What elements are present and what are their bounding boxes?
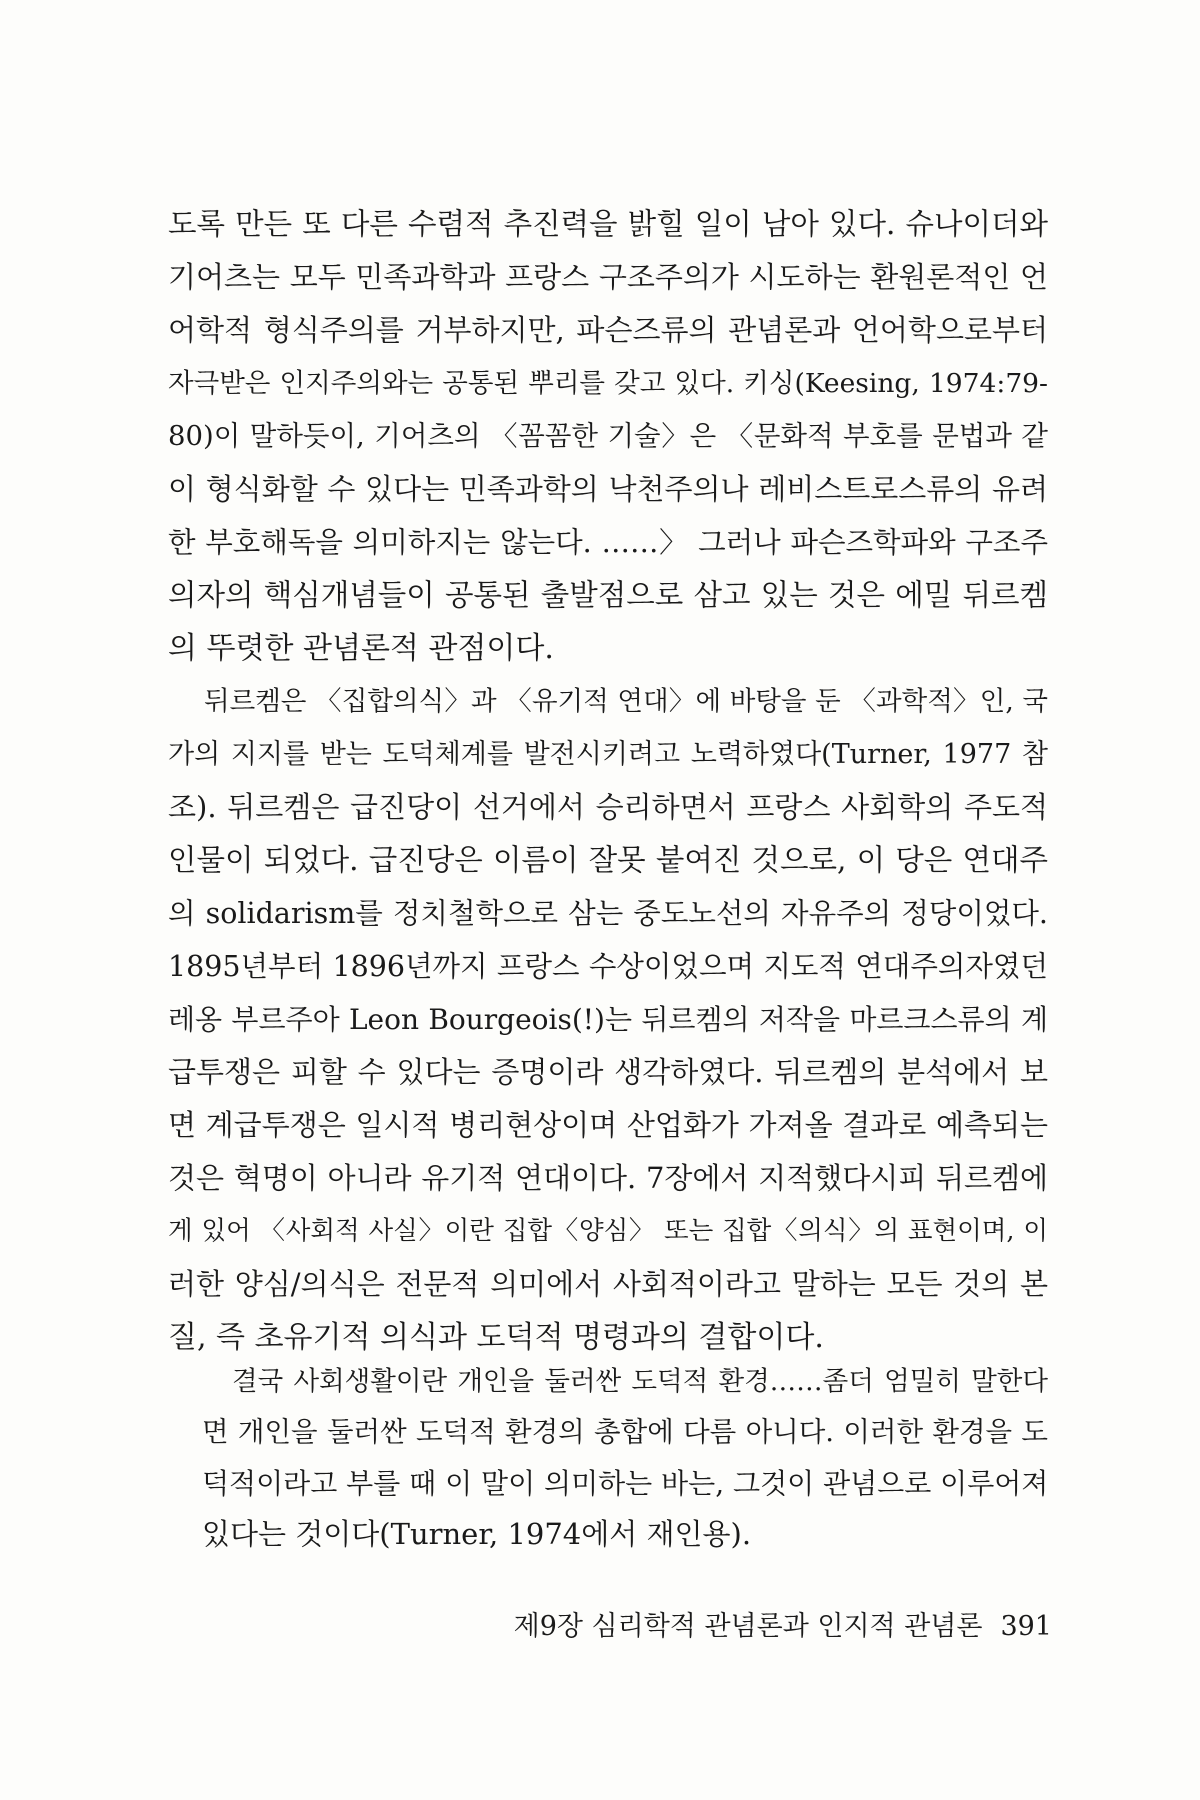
text-line: 의자의 핵심개념들이 공통된 출발점으로 삼고 있는 것은 에밀 뒤르켐 (168, 578, 1048, 612)
text-line: 것은 혁명이 아니라 유기적 연대이다. 7장에서 지적했다시피 뒤르켐에 (168, 1161, 1048, 1195)
paragraph-start-line: 뒤르켐은 〈집합의식〉과 〈유기적 연대〉에 바탕을 둔 〈과학적〉인, 국 (204, 686, 1048, 717)
text-line: 급투쟁은 피할 수 있다는 증명이라 생각하였다. 뒤르켐의 분석에서 보 (168, 1055, 1048, 1089)
text-line: 도록 만든 또 다른 수렴적 추진력을 밝힐 일이 남아 있다. 슈나이더와 (168, 207, 1048, 241)
text-line: 인물이 되었다. 급진당은 이름이 잘못 붙여진 것으로, 이 당은 연대주 (168, 843, 1048, 877)
text-line: 기어츠는 모두 민족과학과 프랑스 구조주의가 시도하는 환원론적인 언 (168, 260, 1048, 294)
body-text (168, 198, 1048, 1364)
quote-line: 면 개인을 둘러싼 도덕적 환경의 총합에 다름 아니다. 이러한 환경을 도 (202, 1416, 1048, 1448)
block-quote (202, 1356, 1048, 1560)
text-line: 80)이 말하듯이, 기어츠의 〈꼼꼼한 기술〉은 〈문화적 부호를 문법과 같 (168, 420, 1048, 452)
chapter-title: 제9장 심리학적 관념론과 인지적 관념론 (513, 1611, 983, 1642)
text-line: 의 뚜렷한 관념론적 관점이다. (168, 631, 554, 666)
text-line: 러한 양심/의식은 전문적 의미에서 사회적이라고 말하는 모든 것의 본 (168, 1267, 1048, 1301)
text-line: 한 부호해독을 의미하지는 않는다. ……〉 그러나 파슨즈학파와 구조주 (168, 526, 1048, 559)
running-footer (514, 1607, 1052, 1647)
quote-line: 결국 사회생활이란 개인을 둘러싼 도덕적 환경……좀더 엄밀히 말한다 (232, 1366, 1048, 1397)
text-line: 레옹 부르주아 Leon Bourgeois(!)는 뒤르켐의 저작을 마르크스류의 계 (168, 1003, 1048, 1036)
text-line: 질, 즉 초유기적 의식과 도덕적 명령과의 결합이다. (168, 1320, 824, 1355)
page-number: 391 (1000, 1611, 1052, 1642)
text-line: 게 있어 〈사회적 사실〉이란 집합〈양심〉 또는 집합〈의식〉의 표현이며, 이 (168, 1216, 1048, 1246)
text-line: 가의 지지를 받는 도덕체계를 발전시키려고 노력하였다(Turner, 1977 참 (168, 739, 1048, 770)
text-line: 의 solidarism를 정치철학으로 삼는 중도노선의 자유주의 정당이었다. (168, 897, 1048, 930)
text-line: 이 형식화할 수 있다는 민족과학의 낙천주의나 레비스트로스류의 유려 (168, 472, 1048, 506)
quote-line: 있다는 것이다(Turner, 1974에서 재인용). (202, 1517, 752, 1551)
text-line: 자극받은 인지주의와는 공통된 뿌리를 갖고 있다. 키싱(Keesing, 1974:79- (168, 368, 1048, 399)
text-line: 조). 뒤르켐은 급진당이 선거에서 승리하면서 프랑스 사회학의 주도적 (168, 790, 1049, 824)
quote-line: 덕적이라고 부를 때 이 말이 의미하는 바는, 그것이 관념으로 이루어져 (202, 1467, 1049, 1500)
text-line: 1895년부터 1896년까지 프랑스 수상이었으며 지도적 연대주의자였던 (168, 950, 1048, 983)
text-line: 어학적 형식주의를 거부하지만, 파슨즈류의 관념론과 언어학으로부터 (168, 313, 1048, 347)
text-line: 면 계급투쟁은 일시적 병리현상이며 산업화가 가져올 결과로 예측되는 (168, 1108, 1048, 1142)
